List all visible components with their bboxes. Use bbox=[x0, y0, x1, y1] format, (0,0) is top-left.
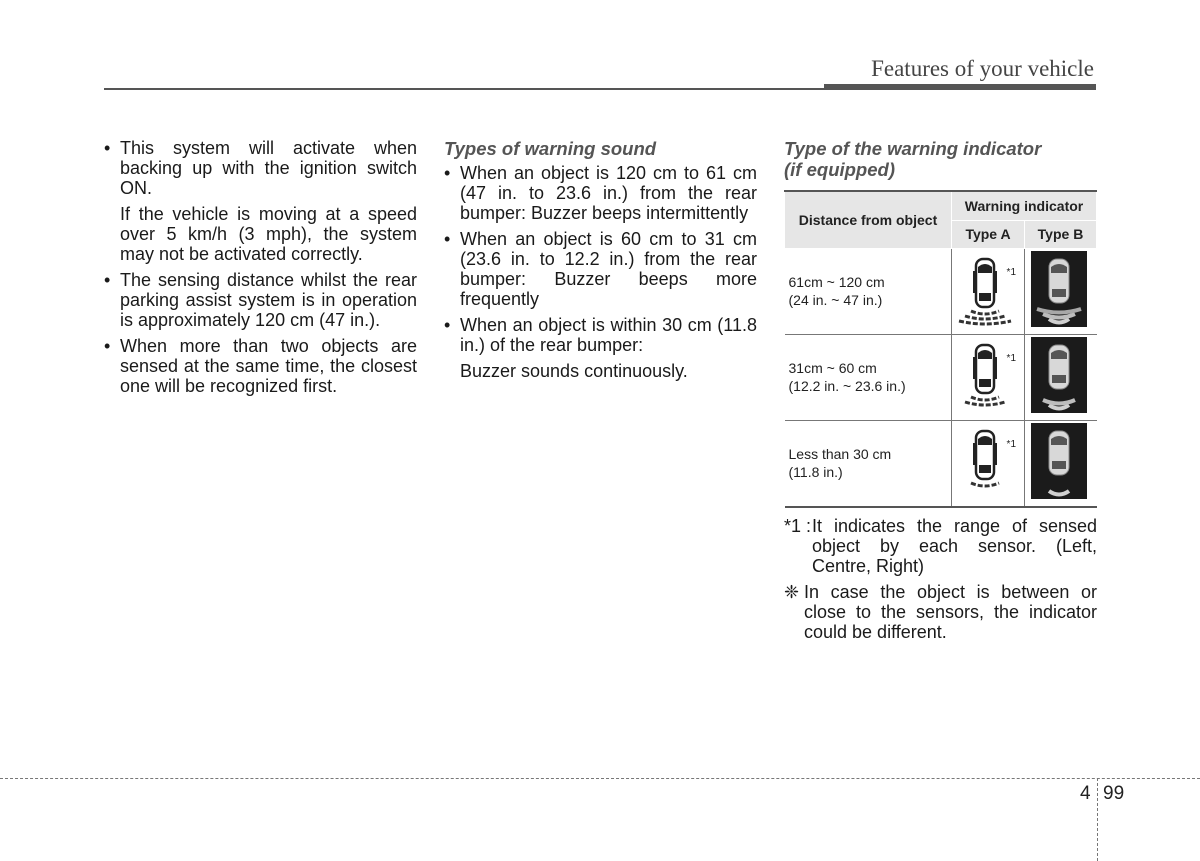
table-row bbox=[785, 248, 1097, 334]
distance-line2: (24 in. ~ 47 in.) bbox=[788, 292, 883, 308]
car-type-b-icon bbox=[1025, 421, 1096, 501]
page-number: 99 bbox=[1103, 783, 1125, 804]
table-header-warning: Warning indicator bbox=[952, 191, 1097, 220]
car-type-a-icon bbox=[952, 249, 1024, 329]
table-header-type-b: Type B bbox=[1025, 220, 1097, 248]
bullet-activation-note: If the vehicle is moving at a speed over 5 km/h (3 mph), the system may not be activated correctly. bbox=[120, 204, 417, 264]
indicator-heading-line1: Type of the warning indicator bbox=[784, 138, 1042, 159]
distance-line2: (12.2 in. ~ 23.6 in.) bbox=[788, 378, 906, 394]
bullet-sensing-distance: • The sensing distance whilst the rear parking assist system is in operation is approximately 120 cm (47 in.). bbox=[104, 270, 417, 330]
bullet-sound-intermittent: • When an object is 120 cm to 61 cm (47 in. to 23.6 in.) from the rear bumper: Buzzer beeps intermittently bbox=[444, 163, 757, 223]
chapter-number: 4 bbox=[1080, 783, 1091, 804]
bullet-multiple-objects: • When more than two objects are sensed at the same time, the closest one will be recognized first. bbox=[104, 336, 417, 396]
note-indicator-difference bbox=[784, 582, 1097, 642]
header-title: Features of your vehicle bbox=[871, 56, 1094, 81]
type-a-cell bbox=[952, 420, 1025, 507]
type-b-cell bbox=[1025, 248, 1097, 334]
type-a-cell bbox=[952, 248, 1025, 334]
column-2 bbox=[444, 138, 757, 387]
asterisk-note-marker: *1 bbox=[1006, 352, 1016, 364]
header-rule-thick bbox=[824, 84, 1096, 90]
bullet-activation: • This system will activate when backing up with the ignition switch ON. bbox=[104, 138, 417, 198]
warning-indicator-table bbox=[784, 190, 1097, 508]
table-notes bbox=[784, 516, 1097, 642]
bullet-sound-frequent: • When an object is 60 cm to 31 cm (23.6 in. to 12.2 in.) from the rear bumper: Buzzer beeps more frequently bbox=[444, 229, 757, 309]
footer-dashed-divider bbox=[1097, 778, 1098, 861]
indicator-heading-line2: (if equipped) bbox=[784, 159, 895, 180]
table-header-type-a: Type A bbox=[952, 220, 1025, 248]
header-rule-thin bbox=[104, 88, 824, 90]
column-1 bbox=[104, 138, 417, 402]
distance-line2: (11.8 in.) bbox=[788, 464, 843, 480]
table-header-distance: Distance from object bbox=[785, 191, 952, 248]
type-a-cell bbox=[952, 334, 1025, 420]
car-type-a-icon bbox=[952, 421, 1024, 501]
note-sensor-range bbox=[784, 516, 1097, 576]
note-mark-icon: ❈ bbox=[784, 581, 800, 602]
distance-line1: 61cm ~ 120 cm bbox=[788, 274, 885, 290]
table-row bbox=[785, 334, 1097, 420]
car-type-b-icon bbox=[1025, 335, 1096, 415]
distance-cell bbox=[785, 248, 952, 334]
bullet-sound-continuous: • When an object is within 30 cm (11.8 in.) of the rear bumper: bbox=[444, 315, 757, 355]
distance-cell bbox=[785, 334, 952, 420]
table-row bbox=[785, 420, 1097, 507]
car-type-b-icon bbox=[1025, 249, 1096, 329]
asterisk-note-marker: *1 bbox=[1006, 266, 1016, 278]
note-sensor-range-text: It indicates the range of sensed object by each sensor. (Left, Centre, Right) bbox=[812, 515, 1097, 576]
note-indicator-difference-text: In case the object is between or close to the sensors, the indicator could be different. bbox=[804, 581, 1097, 642]
type-b-cell bbox=[1025, 334, 1097, 420]
column-3 bbox=[784, 138, 1097, 642]
warning-sound-heading: Types of warning sound bbox=[444, 138, 657, 159]
distance-cell bbox=[785, 420, 952, 507]
note-sensor-range-mark: *1 : bbox=[784, 515, 812, 536]
footer-dashed-rule bbox=[0, 778, 1200, 779]
type-b-cell bbox=[1025, 420, 1097, 507]
distance-line1: Less than 30 cm bbox=[788, 446, 892, 462]
car-type-a-icon bbox=[952, 335, 1024, 415]
distance-line1: 31cm ~ 60 cm bbox=[788, 360, 877, 376]
asterisk-note-marker: *1 bbox=[1006, 438, 1016, 450]
bullet-sound-continuous-note: Buzzer sounds continuously. bbox=[460, 361, 688, 381]
indicator-heading bbox=[784, 138, 1097, 180]
